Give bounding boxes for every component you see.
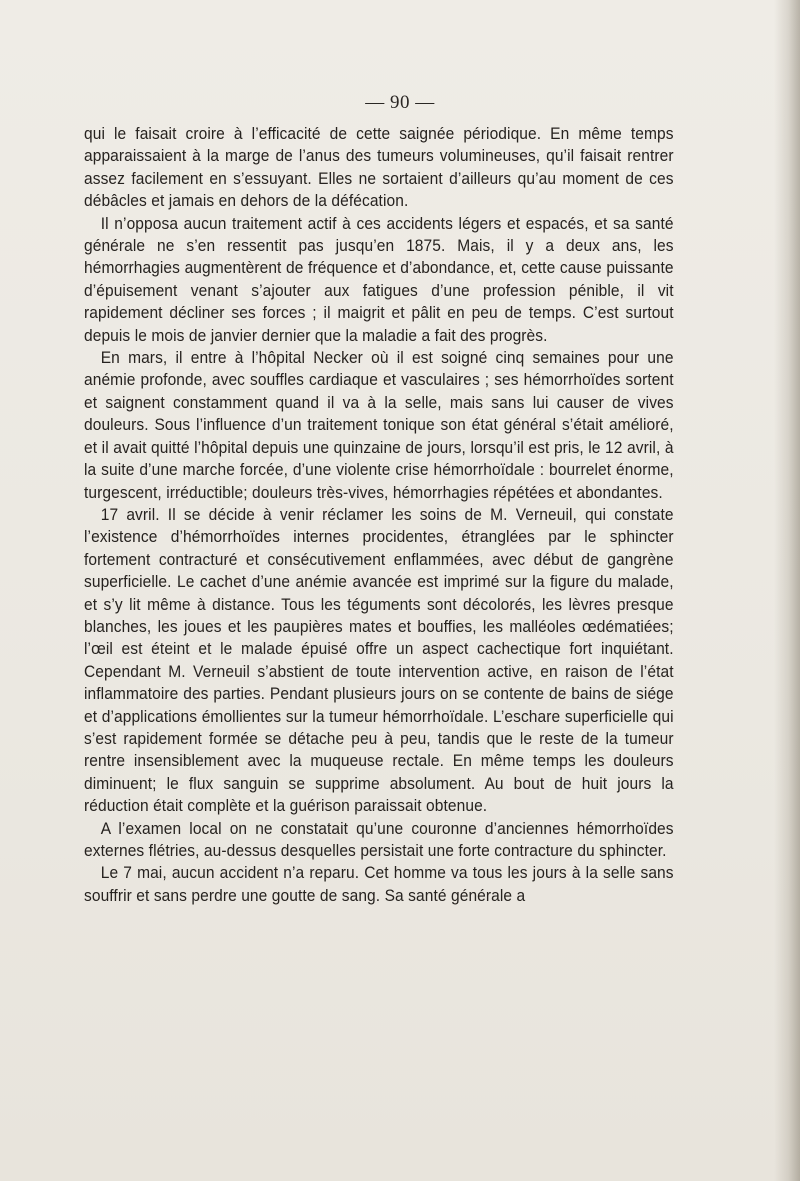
- paragraph-6: Le 7 mai, aucun accident n’a reparu. Cet homme va tous les jours à la selle sans souffrir et sans perdre une goutte de sang. Sa santé générale a: [84, 863, 674, 905]
- body-text: [84, 123, 674, 907]
- paragraph-1: qui le faisait croire à l’efficacité de cette saignée périodique. En même temps apparaissaient à la marge de l’anus des tumeurs volumineuses, qu’il faisait rentrer assez facilement en s’essuyant. Elles ne sortaient d’ailleurs qu’au moment de ces débâcles et jamais en dehors de la défécation.: [84, 124, 674, 211]
- paragraph-4: 17 avril. Il se décide à venir réclamer les soins de M. Verneuil, qui constate l’existence d’hémorrhoïdes internes procidentes, étranglées par le sphincter fortement contracturé et consécutivement enflammées, avec début de gangrène superficielle. Le cachet d’une anémie avancée est imprimé sur la figure du malade, et s’y lit même à distance. Tous les téguments sont décolorés, les lèvres presque blanches, les joues et les paupières mates et bouffies, les malléoles œdématiées; l’œil est éteint et le malade épuisé offre un aspect cachectique fort inquiétant. Cependant M. Verneuil s’abstient de toute intervention active, en raison de l’état inflammatoire des parties. Pendant plusieurs jours on se contente de bains de siége et d’applications émollientes sur la tumeur hémorrhoïdale. L’eschare superficielle qui s’est rapidement formée se détache peu à peu, tandis que le reste de la tumeur rentre insensiblement avec la muqueuse rectale. En même temps les douleurs diminuent; le flux sanguin se supprime absolument. Au bout de huit jours la réduction était complète et la guérison paraissait obtenue.: [84, 504, 674, 816]
- paragraph-3: En mars, il entre à l’hôpital Necker où il est soigné cinq semaines pour une anémie profonde, avec souffles cardiaque et vasculaires ; ses hémorrhoïdes sortent et saignent constamment quand il va à la selle, mais sans lui causer de vives douleurs. Sous l’influence d’un traitement tonique son état général s’était amélioré, et il avait quitté l’hôpital depuis une quinzaine de jours, lorsqu’il est pris, le 12 avril, à la suite d’une marche forcée, d’une violente crise hémorrhoïdale : bourrelet énorme, turgescent, irréductible; douleurs très-vives, hémorrhagies répétées et abondantes.: [84, 348, 674, 502]
- page-edge-shadow: [774, 0, 800, 1181]
- paragraph-2: Il n’opposa aucun traitement actif à ces accidents légers et espacés, et sa santé générale ne s’en ressentit pas jusqu’en 1875. Mais, il y a deux ans, les hémorrhagies augmentèrent de fréquence et d’abondance, et, cette cause puissante d’épuisement venant s’ajouter aux fatigues d’une profession pénible, il vit rapidement décliner ses forces ; il maigrit et pâlit en peu de temps. C’est surtout depuis le mois de janvier dernier que la maladie a fait des progrès.: [84, 213, 674, 345]
- paragraph-5: A l’examen local on ne constatait qu’une couronne d’anciennes hémorrhoïdes externes flétries, au-dessus desquelles persistait une forte contracture du sphincter.: [84, 818, 674, 860]
- page-number: — 90 —: [365, 92, 435, 113]
